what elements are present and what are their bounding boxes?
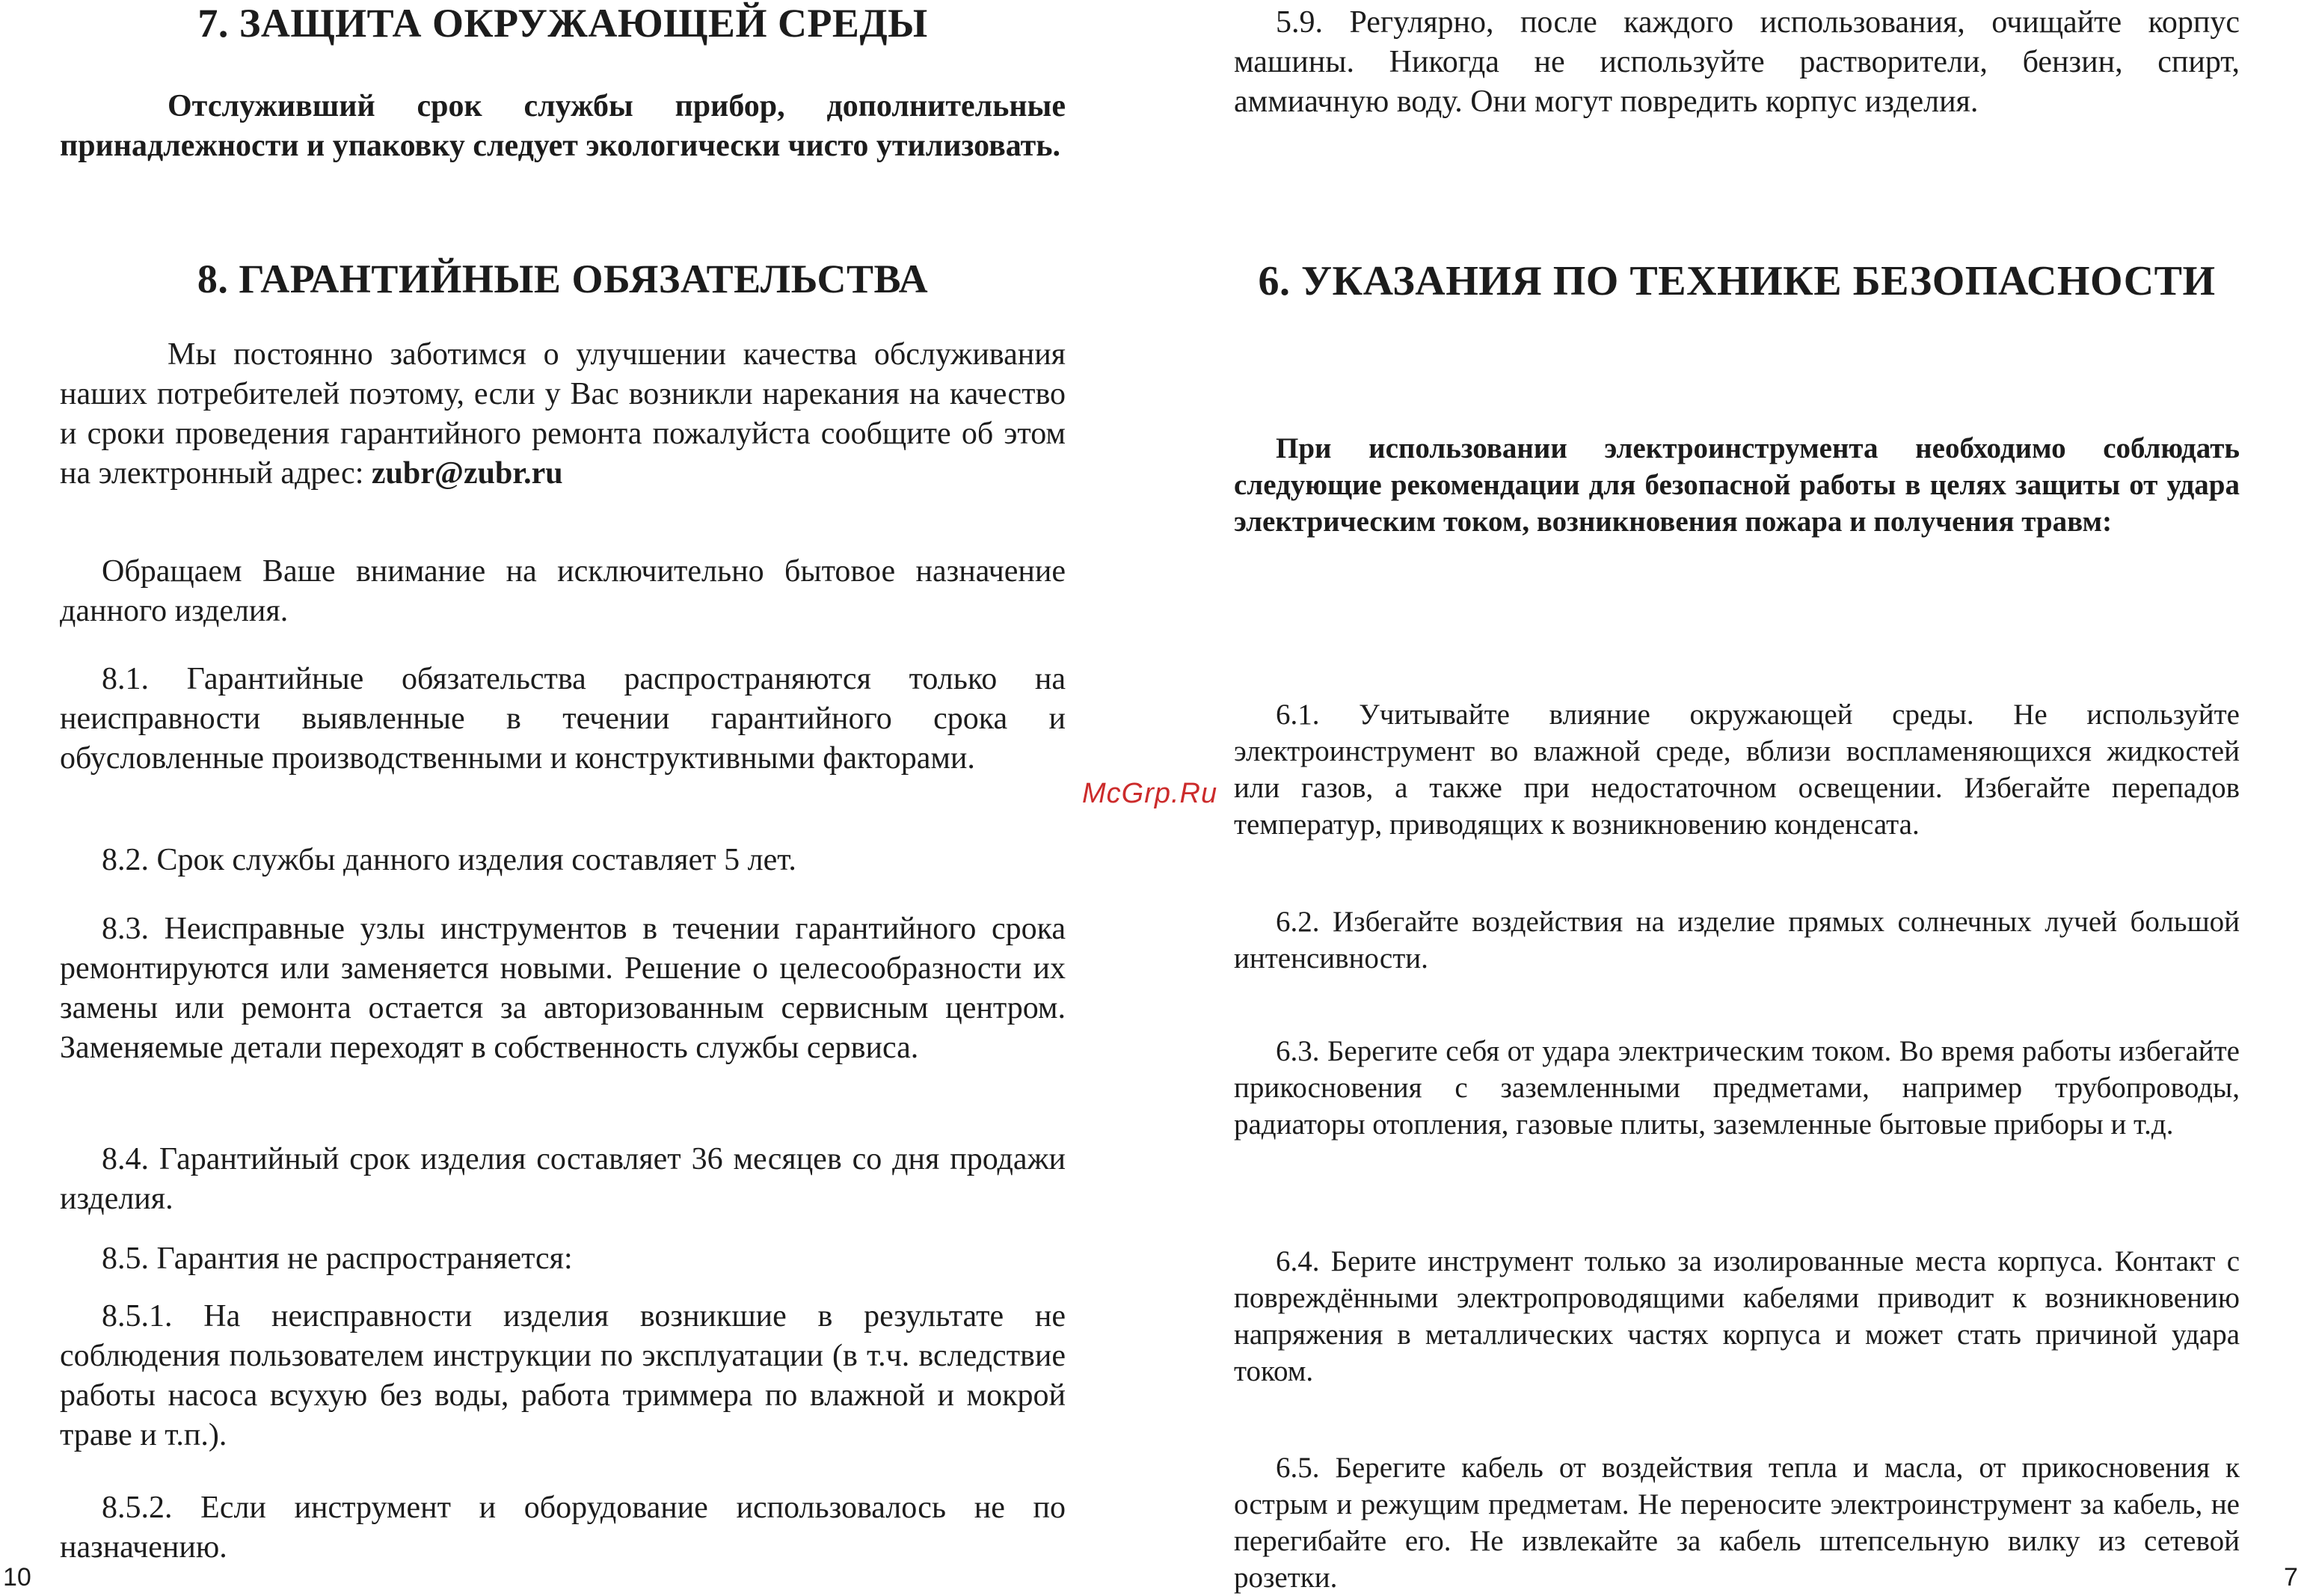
item-6-4: 6.4. Берите инструмент только за изолированные места корпуса. Контакт с повреждёнными электропроводящими кабелями приводит к возникновению напряжения в металлических частях корпуса и может стать причиной удара током. (1234, 1245, 2240, 1387)
item-8-3: 8.3. Неисправные узлы инструментов в течении гарантийного срока ремонтируются или заменяется новыми. Решение о целесообразности их замены или ремонта остается за авторизованным сервисным центром. Заменяемые детали переходят в собственность службы сервиса. (60, 912, 1066, 1065)
item-6-1: 6.1. Учитывайте влияние окружающей среды. Не используйте электроинструмент во влажной среде, вблизи воспламеняющихся жидкостей или газов, а также при недостаточном освещении. Избегайте перепадов температур, приводящих к возникновению конденсата. (1234, 699, 2240, 841)
item-8-1: 8.1. Гарантийные обязательства распространяются только на неисправности выявленные в течении гарантийного срока и обусловленные производственными и конструктивными факторами. (60, 662, 1066, 776)
left-page-number: 10 (3, 1563, 31, 1592)
section-6-intro: При использовании электроинструмента необходимо соблюдать следующие рекомендации для безопасной работы в целях защиты от удара электрическим током, возникновения пожара и получения травм: (1234, 432, 2240, 538)
item-8-5-1: 8.5.1. На неисправности изделия возникшие в результате не соблюдения пользователем инструкции по эксплуатации (в т.ч. вследствие работы насоса всухую без воды, работа триммера по влажной и мокрой траве и т.п.). (60, 1299, 1066, 1452)
watermark: McGrp.Ru (1082, 778, 1218, 809)
section-7-title: 7. ЗАЩИТА ОКРУЖАЮЩЕЙ СРЕДЫ (197, 1, 928, 46)
item-6-5: 6.5. Берегите кабель от воздействия тепла и масла, от прикосновения к острым и режущим предметам. Не переносите электроинструмент за кабель, не перегибайте его. Не извлекайте за кабель штепсельную вилку из сетевой розетки. (1234, 1452, 2240, 1594)
item-8-5-2: 8.5.2. Если инструмент и оборудование использовалось не по назначению. (60, 1491, 1066, 1565)
item-6-3: 6.3. Берегите себя от удара электрическим током. Во время работы избегайте прикосновения с заземленными предметами, например трубопроводы, радиаторы отопления, газовые плиты, заземленные бытовые приборы и т.д. (1234, 1035, 2240, 1141)
section-8-title: 8. ГАРАНТИЙНЫЕ ОБЯЗАТЕЛЬСТВА (197, 257, 929, 301)
right-page-number: 7 (2284, 1563, 2298, 1592)
item-5-9: 5.9. Регулярно, после каждого использования, очищайте корпус машины. Никогда не используйте растворители, бензин, спирт, аммиачную воду. Они могут повредить корпус изделия. (1234, 5, 2240, 119)
item-6-2: 6.2. Избегайте воздействия на изделие прямых солнечных лучей большой интенсивности. (1234, 906, 2240, 975)
usage-notice: Обращаем Ваше внимание на исключительно бытовое назначение данного изделия. (60, 554, 1066, 628)
section-6-title: 6. УКАЗАНИЯ ПО ТЕХНИКЕ БЕЗОПАСНОСТИ (1258, 258, 2216, 304)
item-8-2: 8.2. Срок службы данного изделия составляет 5 лет. (102, 843, 796, 877)
section-8-intro-text: Мы постоянно заботимся о улучшении качества обслуживания наших потребителей поэтому, если у Вас возникли нарекания на качество и сроки проведения гарантийного ремонта пожалуйста сообщите об этом на электронный адрес: (60, 337, 1066, 491)
item-8-5: 8.5. Гарантия не распространяется: (102, 1241, 573, 1276)
item-8-4: 8.4. Гарантийный срок изделия составляет 36 месяцев со дня продажи изделия. (60, 1142, 1066, 1216)
section-7-text: Отслуживший срок службы прибор, дополнительные принадлежности и упаковку следует экологически чисто утилизовать. (60, 89, 1066, 163)
section-8-intro (60, 335, 1066, 494)
support-email: zubr@zubr.ru (371, 456, 563, 491)
